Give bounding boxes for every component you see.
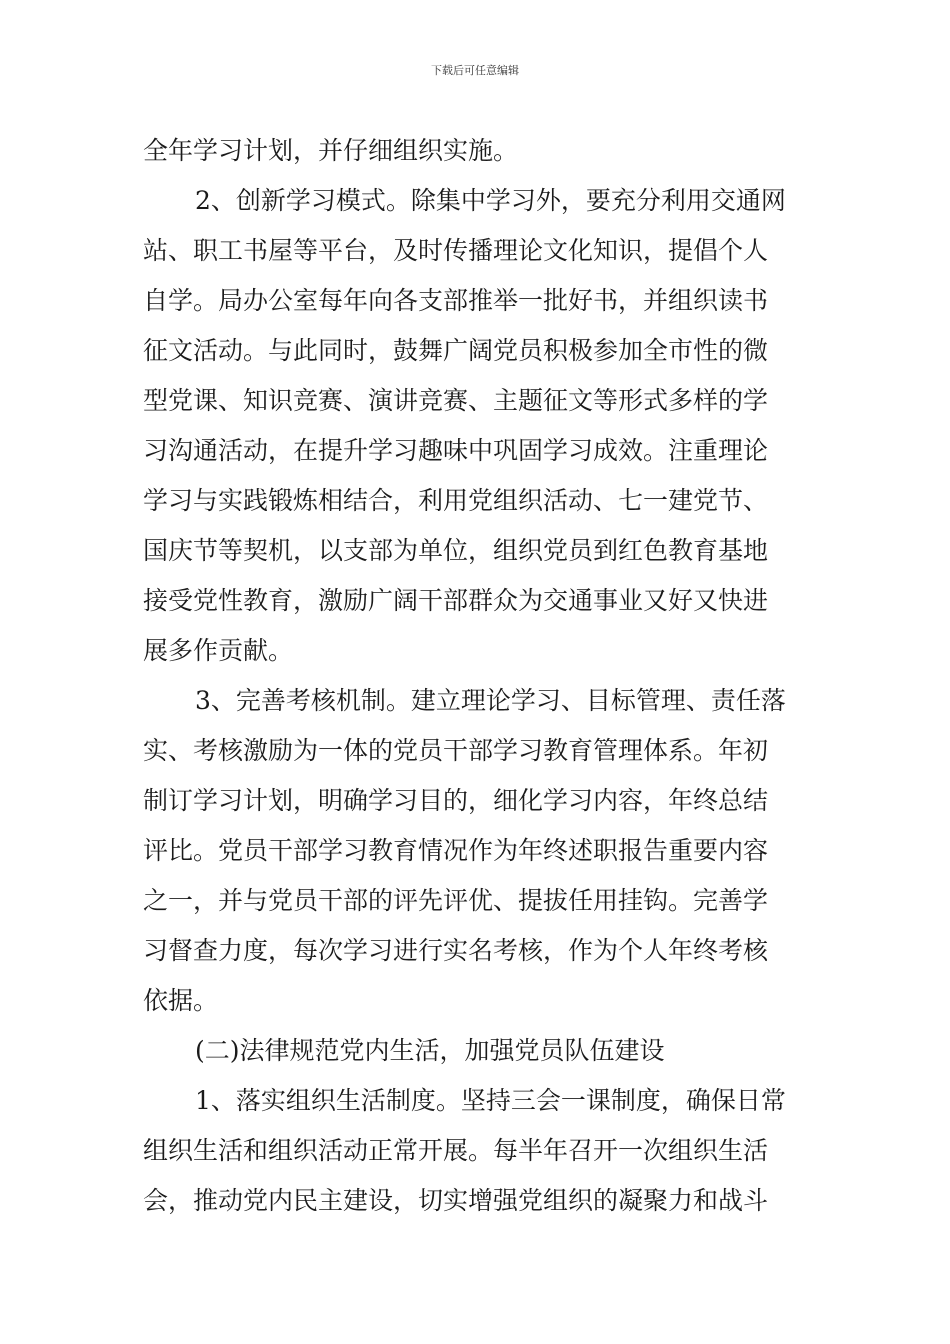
text-line: 征文活动。与此同时，鼓舞广阔党员积极参加全市性的微 bbox=[143, 336, 769, 365]
text-line: 依据。 bbox=[143, 986, 219, 1015]
text-line: 会，推动党内民主建设，切实增强党组织的凝聚力和战斗 bbox=[143, 1186, 769, 1215]
document-body bbox=[143, 126, 807, 1226]
text-line: 组织生活和组织活动正常开展。每半年召开一次组织生活 bbox=[143, 1136, 769, 1165]
text-line: 国庆节等契机，以支部为单位，组织党员到红色教育基地 bbox=[143, 536, 769, 565]
text-line: 评比。党员干部学习教育情况作为年终述职报告重要内容 bbox=[143, 836, 769, 865]
section-heading: (二)法律规范党内生活，加强党员队伍建设 bbox=[195, 1036, 665, 1065]
text-line: 习督查力度，每次学习进行实名考核，作为个人年终考核 bbox=[143, 936, 769, 965]
text-line: 接受党性教育，激励广阔干部群众为交通事业又好又快进 bbox=[143, 586, 769, 615]
page-header: 下载后可任意编辑 bbox=[431, 64, 519, 77]
text-line: 型党课、知识竞赛、演讲竞赛、主题征文等形式多样的学 bbox=[143, 386, 769, 415]
text-line: 3、完善考核机制。建立理论学习、目标管理、责任落 bbox=[195, 686, 786, 715]
text-line: 实、考核激励为一体的党员干部学习教育管理体系。年初 bbox=[143, 736, 769, 765]
text-line: 站、职工书屋等平台，及时传播理论文化知识，提倡个人 bbox=[143, 236, 769, 265]
text-line: 制订学习计划，明确学习目的，细化学习内容，年终总结 bbox=[143, 786, 769, 815]
text-line: 1、落实组织生活制度。坚持三会一课制度，确保日常 bbox=[195, 1086, 786, 1115]
text-line: 之一，并与党员干部的评先评优、提拔任用挂钩。完善学 bbox=[143, 886, 769, 915]
text-line: 学习与实践锻炼相结合，利用党组织活动、七一建党节、 bbox=[143, 486, 769, 515]
text-line: 全年学习计划，并仔细组织实施。 bbox=[143, 136, 519, 165]
text-line: 2、创新学习模式。除集中学习外，要充分利用交通网 bbox=[195, 186, 786, 215]
text-line: 展多作贡献。 bbox=[143, 636, 294, 665]
text-line: 自学。局办公室每年向各支部推举一批好书，并组织读书 bbox=[143, 286, 769, 315]
text-line: 习沟通活动，在提升学习趣味中巩固学习成效。注重理论 bbox=[143, 436, 769, 465]
